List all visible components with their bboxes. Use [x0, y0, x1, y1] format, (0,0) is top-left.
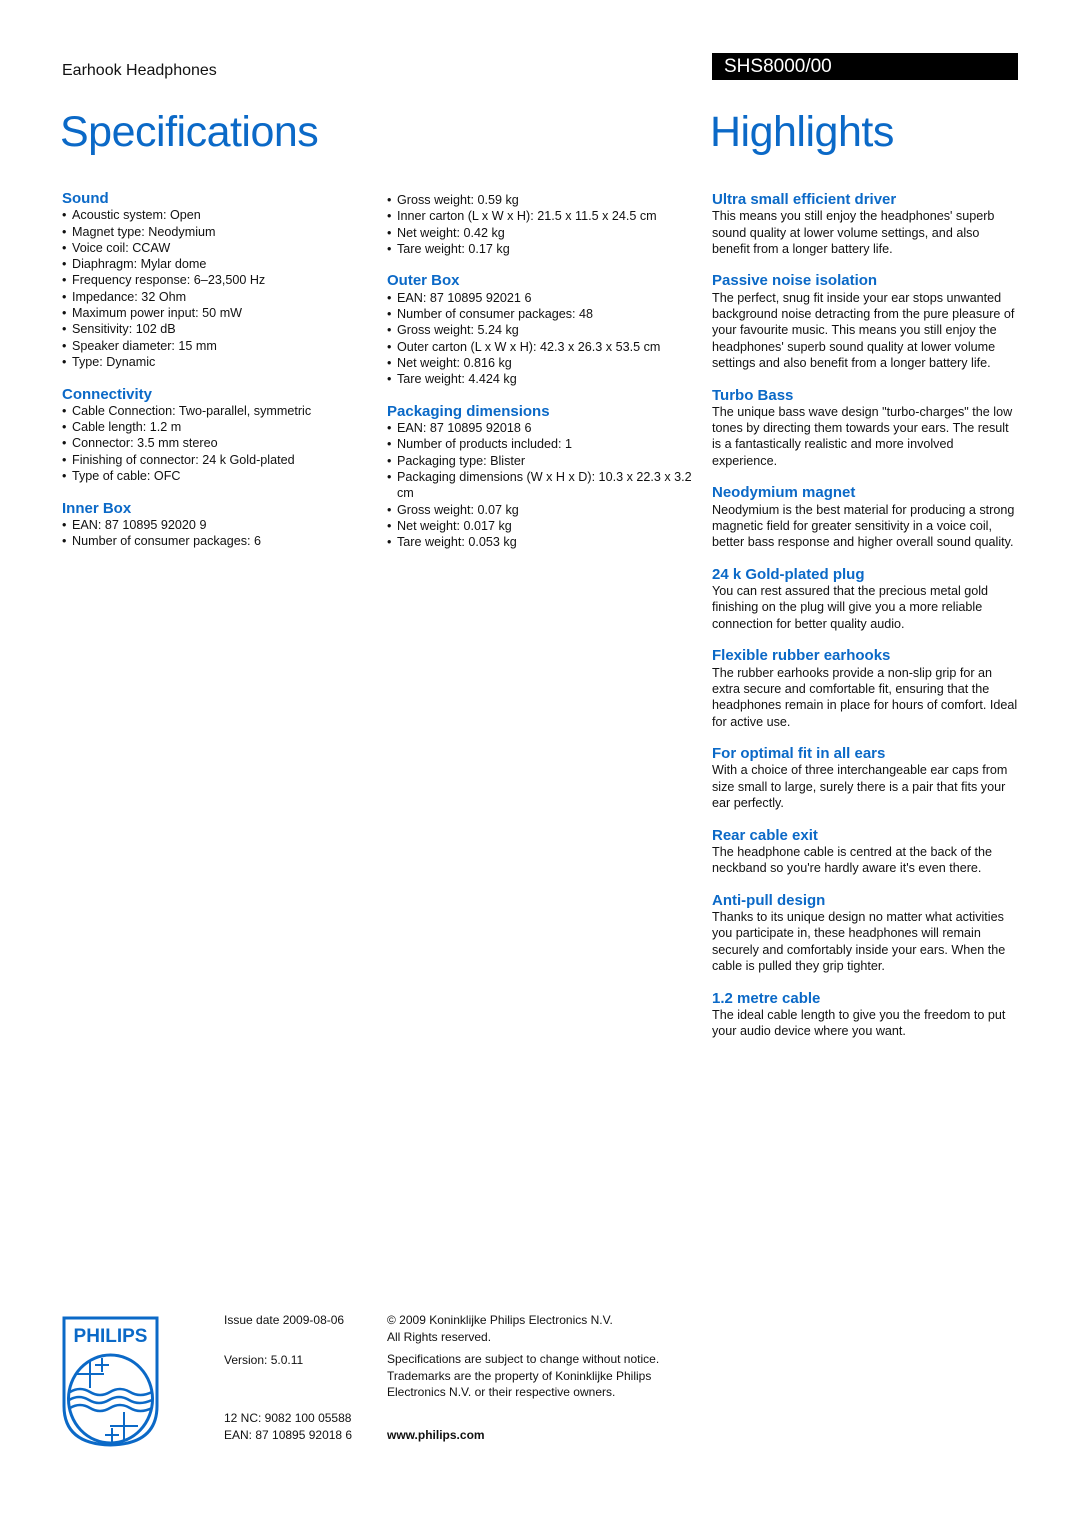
- model-number: SHS8000/00: [712, 53, 1018, 80]
- spec-item: • Impedance: 32 Ohm: [62, 289, 372, 305]
- highlight-heading: Ultra small efficient driver: [712, 191, 897, 208]
- highlight-text: Thanks to its unique design no matter what activities you participate in, these headphones will remain securely and comfortably inside your ears. When the cable is pulled they grip tighter.: [712, 910, 1006, 973]
- spec-item: • Number of consumer packages: 6: [62, 533, 372, 549]
- spec-item: • Connector: 3.5 mm stereo: [62, 435, 372, 451]
- spec-item: • Net weight: 0.816 kg: [387, 355, 702, 371]
- highlight-text: With a choice of three interchangeable ear caps from size small to large, surely there is a pair that fits your ear perfectly.: [712, 763, 1008, 810]
- section-heading: Packaging dimensions: [387, 402, 550, 420]
- highlight-text: The headphone cable is centred at the back of the neckband so you're hardly aware it's even there.: [712, 844, 993, 876]
- spec-item: • Type: Dynamic: [62, 354, 372, 370]
- highlights-title: Highlights: [710, 108, 894, 156]
- spec-item: • EAN: 87 10895 92020 9: [62, 517, 372, 533]
- spec-list: [62, 403, 372, 484]
- spec-list: [62, 517, 372, 550]
- spec-item: • Net weight: 0.017 kg: [387, 518, 702, 534]
- section-heading: Connectivity: [62, 385, 153, 403]
- spec-item: • Acoustic system: Open: [62, 207, 372, 223]
- notice-line: Electronics N.V. or their respective owners.: [387, 1385, 616, 1399]
- highlight-heading: Rear cable exit: [712, 826, 818, 844]
- spec-item: • Tare weight: 4.424 kg: [387, 371, 702, 387]
- spec-item: • Magnet type: Neodymium: [62, 224, 372, 240]
- spec-item: • Speaker diameter: 15 mm: [62, 338, 372, 354]
- spec-item: • Maximum power input: 50 mW: [62, 305, 372, 321]
- spec-item: • Number of consumer packages: 48: [387, 306, 702, 322]
- specs-column-2: [387, 192, 702, 551]
- highlight-heading: Anti-pull design: [712, 891, 826, 909]
- specs-column-1: [62, 191, 372, 550]
- highlight-heading: Neodymium magnet: [712, 484, 856, 502]
- spec-item: • Gross weight: 5.24 kg: [387, 322, 702, 338]
- spec-item: • Tare weight: 0.17 kg: [387, 241, 702, 257]
- spec-item: • EAN: 87 10895 92021 6: [387, 290, 702, 306]
- highlight-text: Neodymium is the best material for producing a strong magnetic field for greater sensitivity in a voice coil, better bass response and higher overall sound quality.: [712, 502, 1015, 550]
- svg-text:PHILIPS: PHILIPS: [73, 1326, 148, 1347]
- spec-item: • Sensitivity: 102 dB: [62, 321, 372, 337]
- highlight-heading: Flexible rubber earhooks: [712, 647, 891, 665]
- spec-list: [387, 192, 702, 257]
- nc-number: 12 NC: 9082 100 05588: [224, 1411, 352, 1425]
- spec-item: • Type of cable: OFC: [62, 468, 372, 484]
- spec-item: • Outer carton (L x W x H): 42.3 x 26.3 x 53.5 cm: [387, 339, 702, 355]
- spec-item: • Tare weight: 0.053 kg: [387, 534, 702, 550]
- spec-list: [387, 420, 702, 550]
- rights: All Rights reserved.: [387, 1329, 492, 1344]
- spec-item: • Cable Connection: Two-parallel, symmetric: [62, 403, 372, 419]
- highlight-text: You can rest assured that the precious metal gold finishing on the plug will give you a more reliable connection for better quality audio.: [712, 584, 989, 631]
- spec-item: • Frequency response: 6–23,500 Hz: [62, 272, 372, 288]
- highlight-heading: 1.2 metre cable: [712, 989, 821, 1007]
- spec-item: • Number of products included: 1: [387, 436, 702, 452]
- highlight-heading: 24 k Gold-plated plug: [712, 565, 865, 583]
- spec-item: • Finishing of connector: 24 k Gold-plated: [62, 452, 372, 468]
- issue-date: Issue date 2009-08-06: [224, 1313, 345, 1327]
- ean-number: EAN: 87 10895 92018 6: [224, 1427, 353, 1442]
- spec-list: [387, 290, 702, 388]
- highlight-text: This means you still enjoy the headphones' superb sound quality at lower volume settings, and also benefit from a longer battery life.: [712, 209, 995, 256]
- section-heading: Sound: [62, 190, 109, 207]
- spec-item: • Diaphragm: Mylar dome: [62, 256, 372, 272]
- highlight-heading: Passive noise isolation: [712, 272, 878, 290]
- highlight-heading: Turbo Bass: [712, 386, 794, 404]
- spec-item: • EAN: 87 10895 92018 6: [387, 420, 702, 436]
- product-category: Earhook Headphones: [62, 62, 217, 79]
- footer-legal: [387, 1312, 659, 1443]
- spec-list: [62, 207, 372, 370]
- notice-line: Specifications are subject to change without notice.: [387, 1352, 660, 1366]
- spec-item: • Voice coil: CCAW: [62, 240, 372, 256]
- highlight-text: The ideal cable length to give you the freedom to put your audio device where you want.: [712, 1007, 1006, 1039]
- highlights-column: [712, 192, 1020, 1039]
- spec-item: • Packaging type: Blister: [387, 453, 702, 469]
- section-heading: Inner Box: [62, 499, 132, 517]
- spec-item: • Gross weight: 0.07 kg: [387, 502, 702, 518]
- highlight-text: The rubber earhooks provide a non-slip grip for an extra secure and comfortable fit, ensuring that the headphones remain in place for hours of comfort. Ideal for active use.: [712, 665, 1018, 729]
- footer-meta: [224, 1312, 352, 1443]
- highlight-text: The unique bass wave design "turbo-charges" the low tones by directing them towards your ears. The result is a fantastically realistic and more involved experience.: [712, 404, 1013, 468]
- philips-logo: [62, 1316, 159, 1447]
- version: Version: 5.0.11: [224, 1352, 304, 1367]
- notice-line: Trademarks are the property of Koninklijke Philips: [387, 1368, 652, 1383]
- section-heading: Outer Box: [387, 272, 460, 290]
- spec-item: • Net weight: 0.42 kg: [387, 225, 702, 241]
- spec-item: • Cable length: 1.2 m: [62, 419, 372, 435]
- highlight-heading: For optimal fit in all ears: [712, 745, 886, 763]
- copyright: © 2009 Koninklijke Philips Electronics N.V.: [387, 1313, 613, 1327]
- spec-item: • Inner carton (L x W x H): 21.5 x 11.5 x 24.5 cm: [387, 208, 702, 224]
- highlight-text: The perfect, snug fit inside your ear stops unwanted background noise detracting from the pure pleasure of your favourite music. This means you still enjoy the headphones' superb sound quality at lower volume settings and also benefit from a longer battery life.: [712, 290, 1015, 370]
- website-link[interactable]: www.philips.com: [387, 1427, 485, 1442]
- spec-item: • Packaging dimensions (W x H x D): 10.3 x 22.3 x 3.2 cm: [387, 469, 702, 502]
- specifications-title: Specifications: [60, 108, 319, 156]
- spec-item: • Gross weight: 0.59 kg: [387, 192, 702, 208]
